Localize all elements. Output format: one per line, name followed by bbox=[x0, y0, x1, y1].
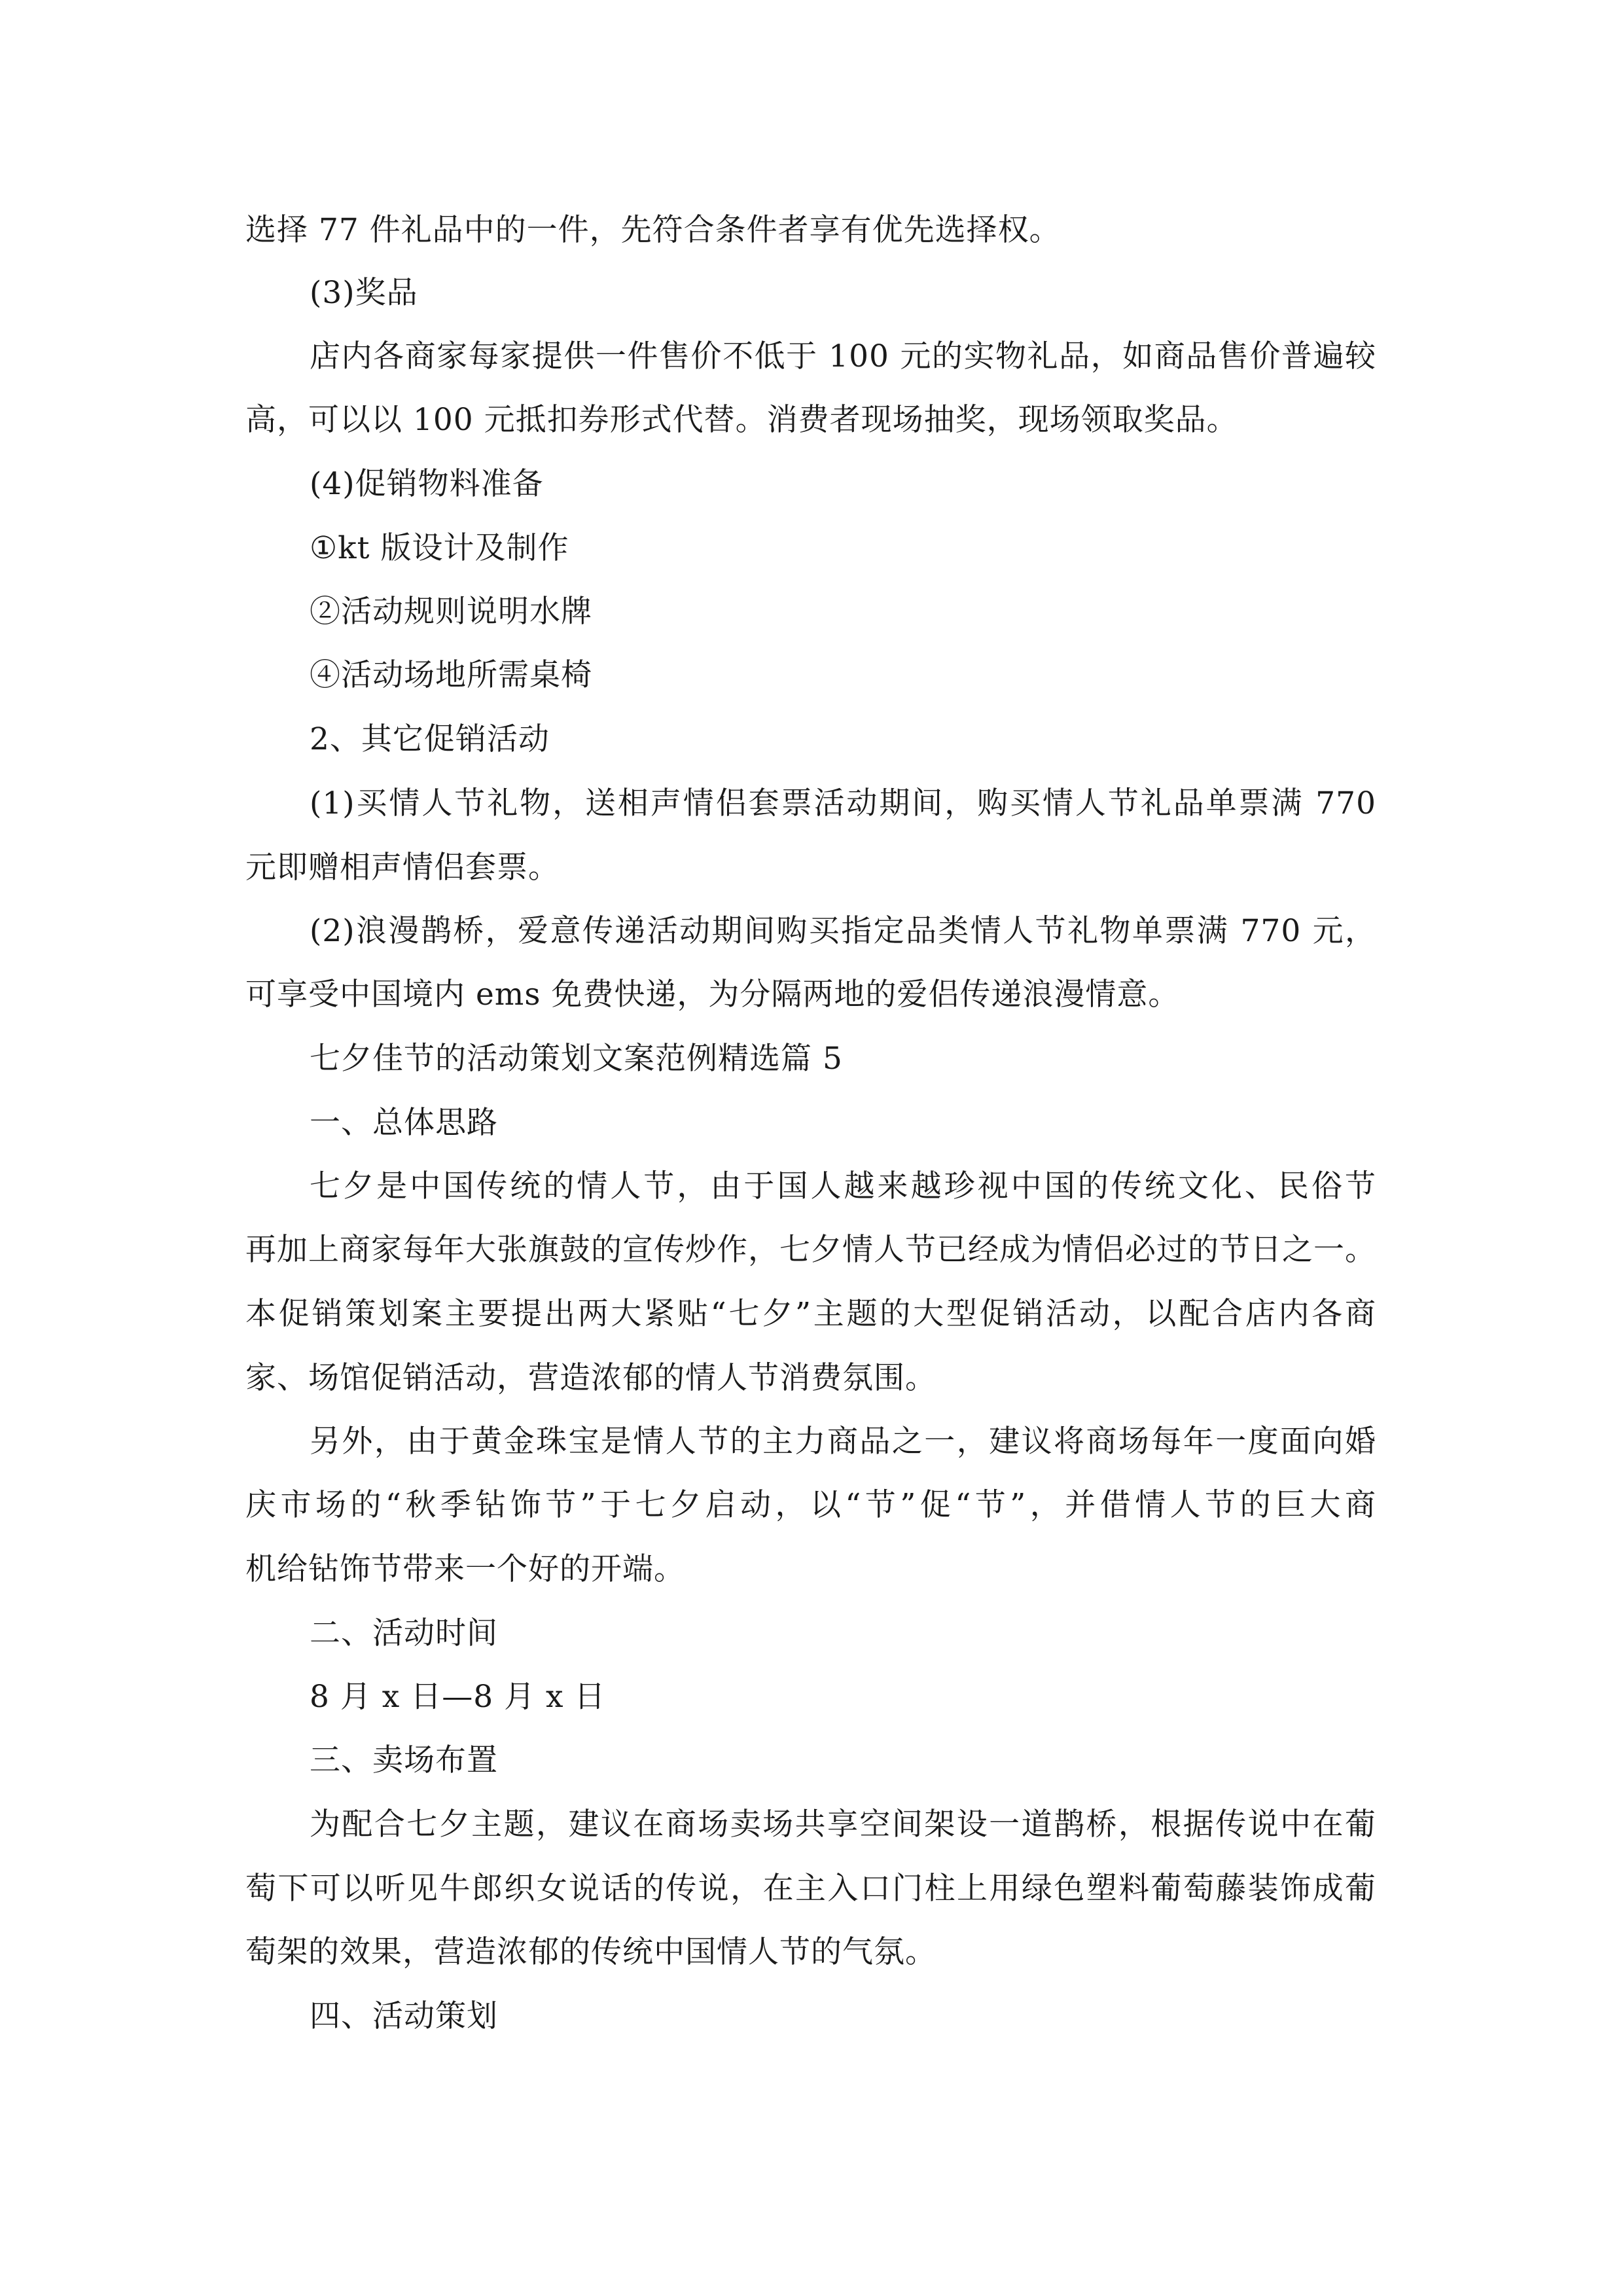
section-heading: 一、总体思路 bbox=[310, 1105, 498, 1141]
list-item: ④活动场地所需桌椅 bbox=[310, 657, 592, 693]
section-heading: 三、卖场布置 bbox=[310, 1742, 498, 1778]
paragraph-line: 店内各商家每家提供一件售价不低于 100 元的实物礼品，如商品售价普遍较 bbox=[310, 338, 1376, 374]
date-range: 8 月 x 日—8 月 x 日 bbox=[310, 1679, 606, 1715]
paragraph-line: 为配合七夕主题，建议在商场卖场共享空间架设一道鹊桥，根据传说中在葡 bbox=[310, 1806, 1376, 1842]
paragraph-line: (2)浪漫鹊桥，爱意传递活动期间购买指定品类情人节礼物单票满 770 元， bbox=[310, 913, 1376, 949]
article-title: 七夕佳节的活动策划文案范例精选篇 5 bbox=[310, 1041, 843, 1077]
section-heading: 二、活动时间 bbox=[310, 1615, 498, 1651]
paragraph-line: 庆市场的“秋季钻饰节”于七夕启动，以“节”促“节”，并借情人节的巨大商 bbox=[245, 1487, 1376, 1523]
paragraph-line: 再加上商家每年大张旗鼓的宣传炒作，七夕情人节已经成为情侣必过的节日之一。 bbox=[245, 1232, 1376, 1268]
section-heading: 2、其它促销活动 bbox=[310, 721, 550, 757]
section-heading: 四、活动策划 bbox=[310, 1998, 498, 2034]
paragraph-line: 元即赠相声情侣套票。 bbox=[245, 850, 560, 886]
paragraph-line: 家、场馆促销活动，营造浓郁的情人节消费氛围。 bbox=[245, 1360, 936, 1396]
paragraph-line: 机给钻饰节带来一个好的开端。 bbox=[245, 1551, 685, 1587]
section-heading: (4)促销物料准备 bbox=[310, 466, 544, 502]
paragraph-line: 高，可以以 100 元抵扣券形式代替。消费者现场抽奖，现场领取奖品。 bbox=[245, 402, 1238, 438]
paragraph-line: 萄下可以听见牛郎织女说话的传说，在主入口门柱上用绿色塑料葡萄藤装饰成葡 bbox=[245, 1871, 1376, 1907]
list-item: ①kt 版设计及制作 bbox=[310, 530, 569, 566]
paragraph-line: 另外，由于黄金珠宝是情人节的主力商品之一，建议将商场每年一度面向婚 bbox=[310, 1424, 1376, 1460]
section-heading: (3)奖品 bbox=[310, 275, 418, 311]
text-line: 选择 77 件礼品中的一件，先符合条件者享有优先选择权。 bbox=[245, 212, 1061, 248]
list-item: ②活动规则说明水牌 bbox=[310, 594, 592, 630]
paragraph-line: 七夕是中国传统的情人节，由于国人越来越珍视中国的传统文化、民俗节 bbox=[310, 1168, 1376, 1204]
paragraph-line: 萄架的效果，营造浓郁的传统中国情人节的气氛。 bbox=[245, 1934, 936, 1970]
paragraph-line: (1)买情人节礼物，送相声情侣套票活动期间，购买情人节礼品单票满 770 bbox=[310, 785, 1376, 821]
paragraph-line: 本促销策划案主要提出两大紧贴“七夕”主题的大型促销活动，以配合店内各商 bbox=[245, 1296, 1376, 1332]
paragraph-line: 可享受中国境内 ems 免费快递，为分隔两地的爱侣传递浪漫情意。 bbox=[245, 977, 1180, 1013]
